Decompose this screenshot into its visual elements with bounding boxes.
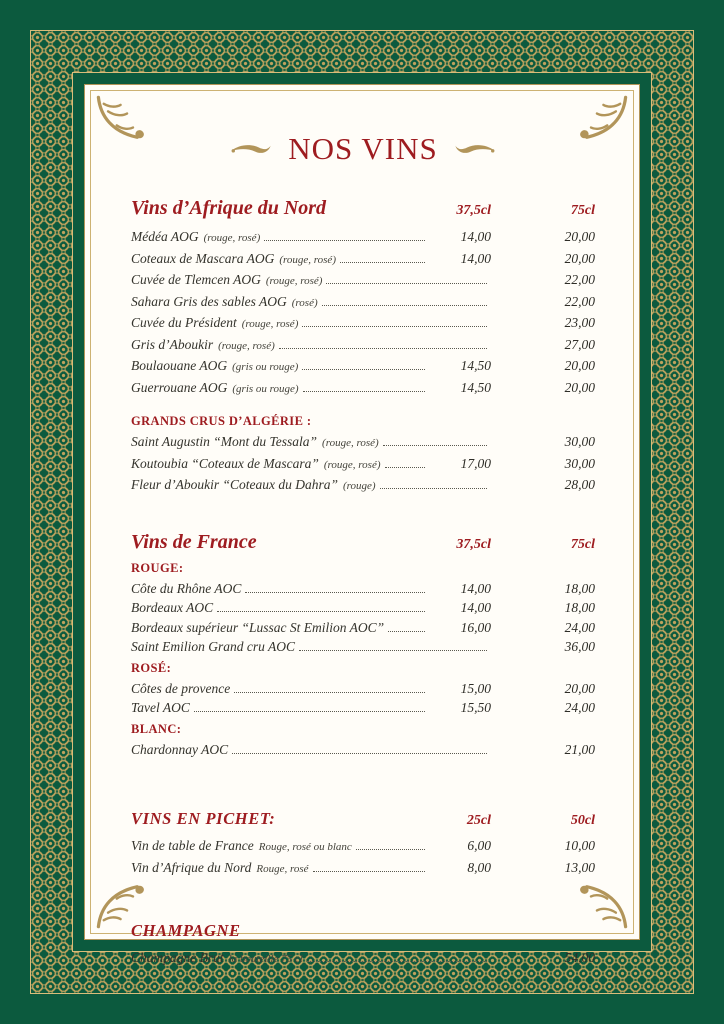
dotted-leader [194, 711, 425, 712]
dotted-leader [234, 692, 425, 693]
item-price-col2: 28,00 [564, 477, 595, 492]
section-heading-row [131, 531, 595, 554]
title-ornament-right-icon [454, 141, 496, 158]
menu-item-row [131, 858, 595, 880]
column-header-37cl: 37,5cl [456, 203, 491, 218]
dotted-leader [245, 592, 425, 593]
item-note: (gris ou rouge) [232, 361, 299, 373]
section-heading: CHAMPAGNE [131, 921, 241, 940]
item-price-col1: 14,00 [460, 600, 491, 615]
item-name: Tavel AOC [131, 700, 190, 715]
item-price-col2: 36,00 [564, 639, 595, 654]
column-header-50cl: 50cl [570, 813, 595, 828]
section-heading: Vins de France [131, 530, 257, 553]
item-name: Koutoubia “Coteaux de Mascara” [131, 455, 319, 471]
item-price-col2: 18,00 [564, 580, 595, 596]
menu-item-row [131, 579, 595, 599]
item-name: Chardonnay AOC [131, 741, 229, 757]
section-vins-france [131, 531, 595, 760]
dotted-leader [217, 611, 425, 612]
dotted-leader [313, 871, 425, 872]
column-header-75cl: 75cl [570, 203, 595, 218]
section-heading-row [131, 921, 595, 941]
menu-item-row [131, 335, 595, 357]
item-price-col1: 6,00 [467, 838, 491, 853]
item-name: Vin d’Afrique du Nord [131, 859, 252, 875]
menu-item-row [131, 618, 595, 638]
item-price-col2: 22,00 [564, 293, 595, 309]
item-price-col2: 20,00 [564, 680, 595, 696]
item-price-col2: 20,00 [564, 379, 595, 395]
menu-item-row [131, 292, 595, 314]
item-price-col2: 24,00 [564, 619, 595, 635]
item-name: Champagne Brut [131, 950, 224, 965]
title-ornament-left-icon [230, 141, 272, 158]
menu-item-row [131, 313, 595, 335]
item-price-col2: 24,00 [564, 700, 595, 715]
menu-item-row [131, 836, 595, 858]
menu-title-row [131, 131, 595, 167]
item-price-col2: 54,00 [564, 950, 595, 965]
item-note: (rosé) [291, 296, 318, 309]
item-price-col1: 14,50 [460, 358, 491, 373]
item-name: Cuvée du Président [131, 315, 237, 330]
menu-item-row [131, 249, 595, 271]
item-price-col2: 30,00 [564, 455, 595, 471]
item-price-col1: 14,50 [460, 379, 491, 395]
item-note: Rouge, rosé [256, 862, 309, 875]
item-price-col1: 14,00 [460, 229, 491, 244]
section-heading: Vins d’Afrique du Nord [131, 197, 327, 219]
menu-content [85, 85, 639, 965]
item-price-col2: 13,00 [564, 859, 595, 875]
menu-item-row [131, 698, 595, 718]
group-label-grands-crus: GRANDS CRUS D’ALGÉRIE : [131, 414, 312, 428]
item-note: (rouge, rosé) [203, 232, 261, 244]
group-label-blanc: BLANC: [131, 721, 182, 736]
menu-item-row [131, 270, 595, 292]
menu-item-row [131, 598, 595, 618]
dotted-leader [303, 391, 425, 392]
section-champagne [131, 921, 595, 970]
group-label-rose: ROSÉ: [131, 660, 172, 675]
menu-item-row [131, 740, 595, 760]
item-price-col2: 18,00 [564, 600, 595, 615]
item-name: Guerrouane AOG [131, 379, 228, 395]
column-header-75cl: 75cl [570, 536, 595, 552]
menu-title: NOS VINS [288, 131, 438, 166]
dotted-leader [232, 753, 487, 754]
section-vins-en-pichet [131, 809, 595, 879]
item-price-col2: 27,00 [564, 336, 595, 352]
item-name: Médéa AOG [131, 229, 199, 244]
item-note: (rouge, rosé) [279, 253, 336, 266]
dotted-leader [356, 849, 425, 850]
item-price-col2: 20,00 [564, 250, 595, 266]
menu-item-row [131, 475, 595, 497]
dotted-leader [380, 488, 487, 489]
menu-item-row [131, 378, 595, 400]
dotted-leader [299, 650, 487, 651]
item-name: Bordeaux supérieur “Lussac St Emilion AOC” [131, 619, 385, 635]
dotted-leader [307, 961, 487, 962]
item-note: (rouge) [343, 480, 376, 492]
item-price-col1: 14,00 [460, 580, 491, 596]
item-price-col1: 15,50 [460, 700, 491, 715]
item-price-col2: 10,00 [564, 838, 595, 853]
item-price-col2: 30,00 [564, 434, 595, 449]
item-note: (rouge, rosé) [323, 458, 381, 471]
section-heading-row [131, 197, 595, 220]
item-name: Saint Augustin “Mont du Tessala” [131, 434, 318, 449]
dotted-leader [383, 445, 487, 446]
item-note: Rouge, rosé ou blanc [258, 841, 352, 853]
menu-item-row [131, 454, 595, 476]
item-price-col1: 8,00 [467, 859, 491, 875]
item-note: la bouteille 75 cl [228, 953, 303, 965]
item-name: Fleur d’Aboukir “Coteaux du Dahra” [131, 477, 338, 492]
item-note: (gris ou rouge) [232, 382, 299, 395]
item-price-col1: 16,00 [460, 619, 491, 635]
item-price-col2: 20,00 [564, 358, 595, 373]
menu-item-row [131, 637, 595, 657]
menu-panel [84, 84, 640, 965]
dotted-leader [264, 240, 425, 241]
dotted-leader [326, 283, 487, 284]
item-note: (rouge, rosé) [265, 275, 323, 287]
item-price-col2: 22,00 [564, 272, 595, 287]
item-name: Bordeaux AOC [131, 600, 214, 615]
section-vins-afrique [131, 197, 595, 497]
dotted-leader [279, 348, 487, 349]
menu-item-row [131, 432, 595, 454]
item-price-col1: 14,00 [460, 250, 491, 266]
dotted-leader [322, 305, 487, 306]
menu-item-row [131, 679, 595, 699]
section-heading-row [131, 809, 595, 829]
item-name: Sahara Gris des sables AOG [131, 293, 287, 309]
column-header-37cl: 37,5cl [456, 536, 491, 552]
item-note: (rouge, rosé) [241, 318, 299, 330]
column-header-25cl: 25cl [466, 813, 491, 828]
item-price-col2: 20,00 [564, 229, 595, 244]
item-note: (rouge, rosé) [218, 339, 275, 352]
item-price-col2: 21,00 [564, 741, 595, 757]
item-name: Vin de table de France [131, 838, 254, 853]
item-name: Côte du Rhône AOC [131, 580, 242, 596]
menu-item-row [131, 948, 595, 970]
dotted-leader [302, 326, 487, 327]
item-price-col1: 17,00 [460, 455, 491, 471]
dotted-leader [340, 262, 425, 263]
item-name: Côtes de provence [131, 680, 231, 696]
item-name: Gris d’Aboukir [131, 336, 214, 352]
dotted-leader [302, 369, 425, 370]
item-name: Saint Emilion Grand cru AOC [131, 639, 296, 654]
dotted-leader [388, 631, 425, 632]
item-name: Coteaux de Mascara AOG [131, 250, 275, 266]
group-label-rouge: ROUGE: [131, 560, 184, 575]
item-note: (rouge, rosé) [322, 437, 379, 449]
menu-item-row [131, 356, 595, 378]
menu-item-row [131, 227, 595, 249]
item-price-col2: 23,00 [564, 315, 595, 330]
item-price-col1: 15,00 [460, 680, 491, 696]
dotted-leader [385, 467, 426, 468]
item-name: Cuvée de Tlemcen AOG [131, 272, 261, 287]
item-name: Boulaouane AOG [131, 358, 228, 373]
section-heading: VINS EN PICHET: [131, 809, 276, 828]
